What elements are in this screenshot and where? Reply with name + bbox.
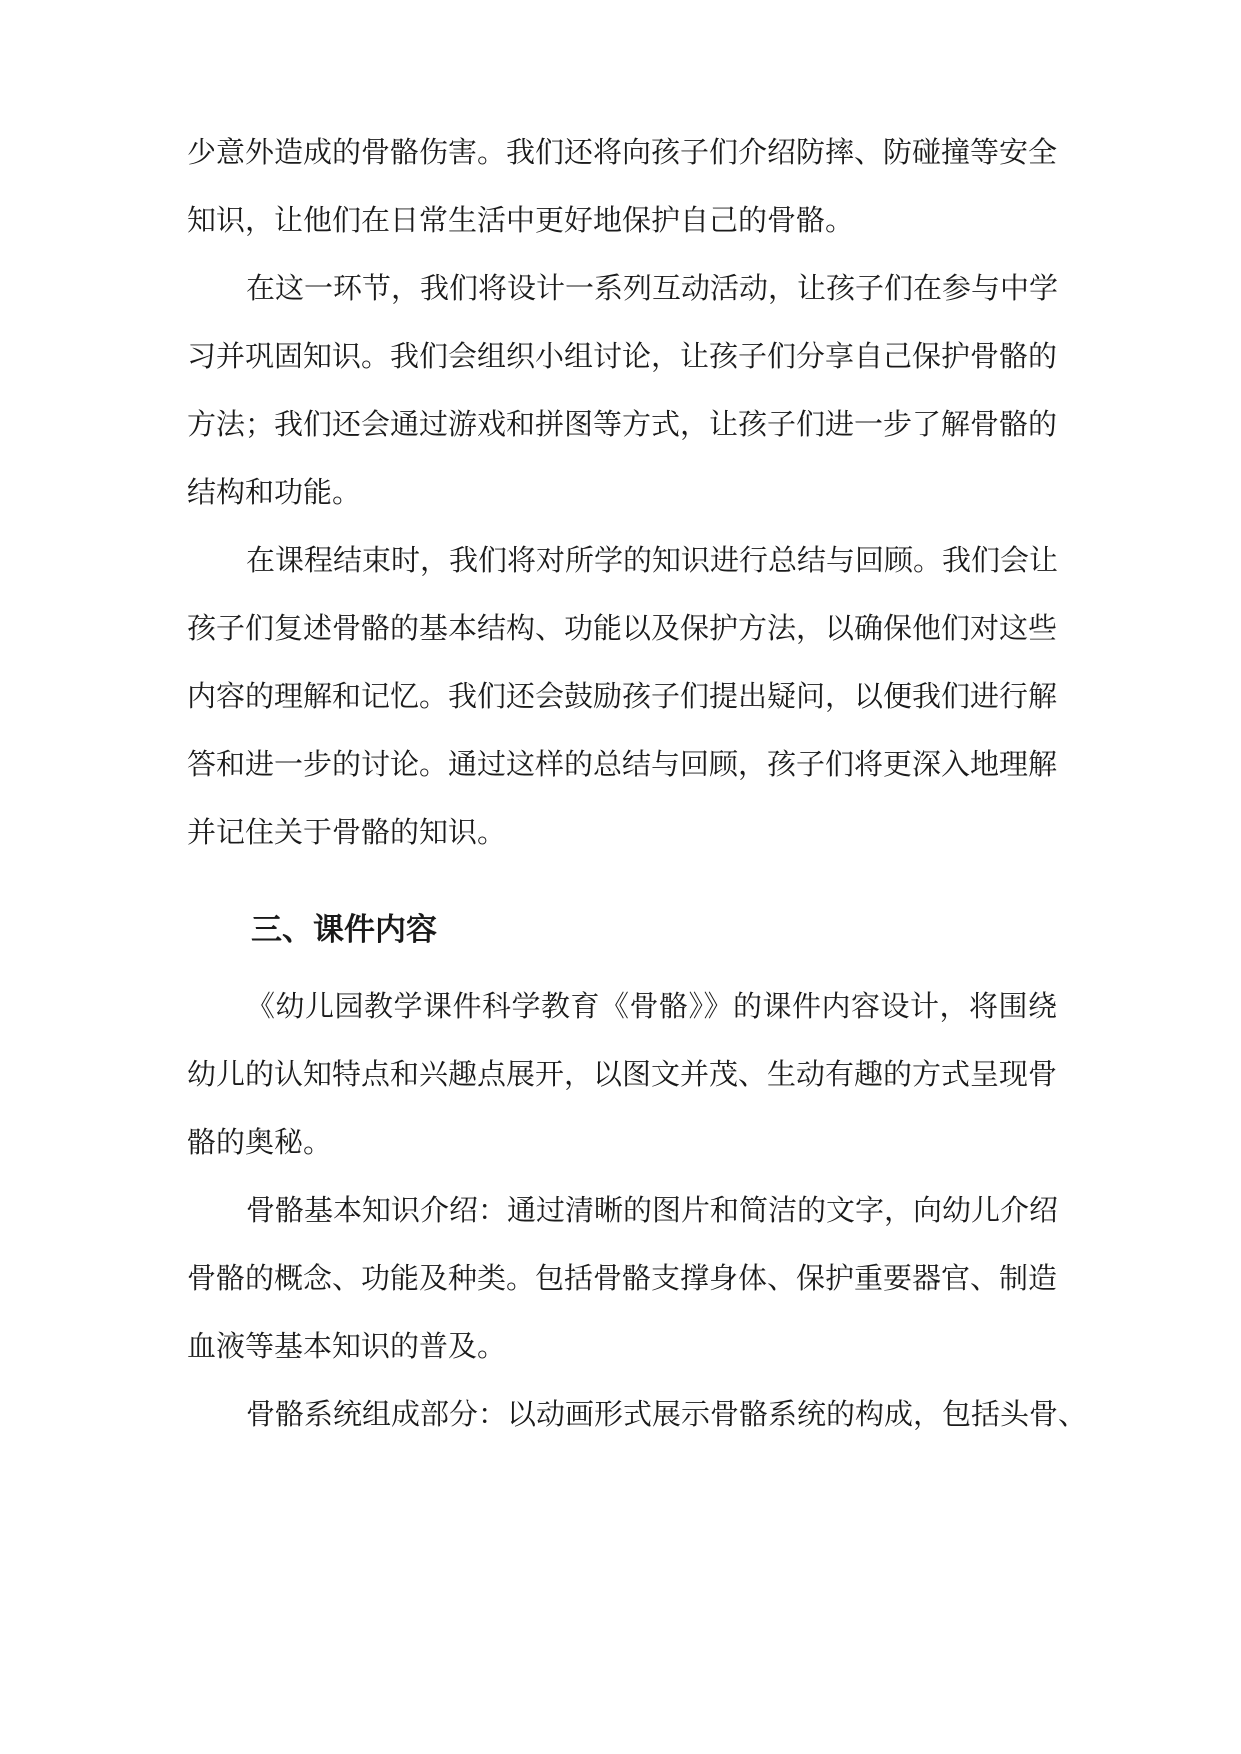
paragraph-line: 结构和功能。 — [187, 475, 362, 509]
paragraph-line: 知识，让他们在日常生活中更好地保护自己的骨骼。 — [187, 203, 855, 237]
paragraph-line: 骼的奥秘。 — [187, 1125, 333, 1159]
paragraph-line: 方法；我们还会通过游戏和拼图等方式，让孩子们进一步了解骨骼的 — [187, 407, 1058, 441]
paragraph-line: 习并巩固知识。我们会组织小组讨论，让孩子们分享自己保护骨骼的 — [187, 339, 1058, 373]
paragraph-line: 答和进一步的讨论。通过这样的总结与回顾，孩子们将更深入地理解 — [187, 747, 1058, 781]
paragraph-line: 幼儿的认知特点和兴趣点展开，以图文并茂、生动有趣的方式呈现骨 — [187, 1057, 1058, 1091]
paragraph-line: 在这一环节，我们将设计一系列互动活动，让孩子们在参与中学 — [246, 271, 1059, 305]
paragraph-line: 《幼儿园教学课件科学教育《骨骼》》的课件内容设计，将围绕 — [246, 989, 1057, 1023]
paragraph-line: 骨骼系统组成部分：以动画形式展示骨骼系统的构成，包括头骨、 — [246, 1397, 1088, 1431]
paragraph-line: 内容的理解和记忆。我们还会鼓励孩子们提出疑问，以便我们进行解 — [187, 679, 1058, 713]
paragraph-line: 血液等基本知识的普及。 — [187, 1329, 507, 1363]
paragraph-line: 孩子们复述骨骼的基本结构、功能以及保护方法，以确保他们对这些 — [187, 611, 1058, 645]
paragraph-line: 少意外造成的骨骼伤害。我们还将向孩子们介绍防摔、防碰撞等安全 — [187, 135, 1058, 169]
section-heading: 三、课件内容 — [251, 912, 437, 948]
paragraph-line: 骨骼基本知识介绍：通过清晰的图片和简洁的文字，向幼儿介绍 — [246, 1193, 1059, 1227]
paragraph-line: 在课程结束时，我们将对所学的知识进行总结与回顾。我们会让 — [246, 543, 1059, 577]
paragraph-line: 并记住关于骨骼的知识。 — [187, 815, 507, 849]
paragraph-line: 骨骼的概念、功能及种类。包括骨骼支撑身体、保护重要器官、制造 — [187, 1261, 1058, 1295]
